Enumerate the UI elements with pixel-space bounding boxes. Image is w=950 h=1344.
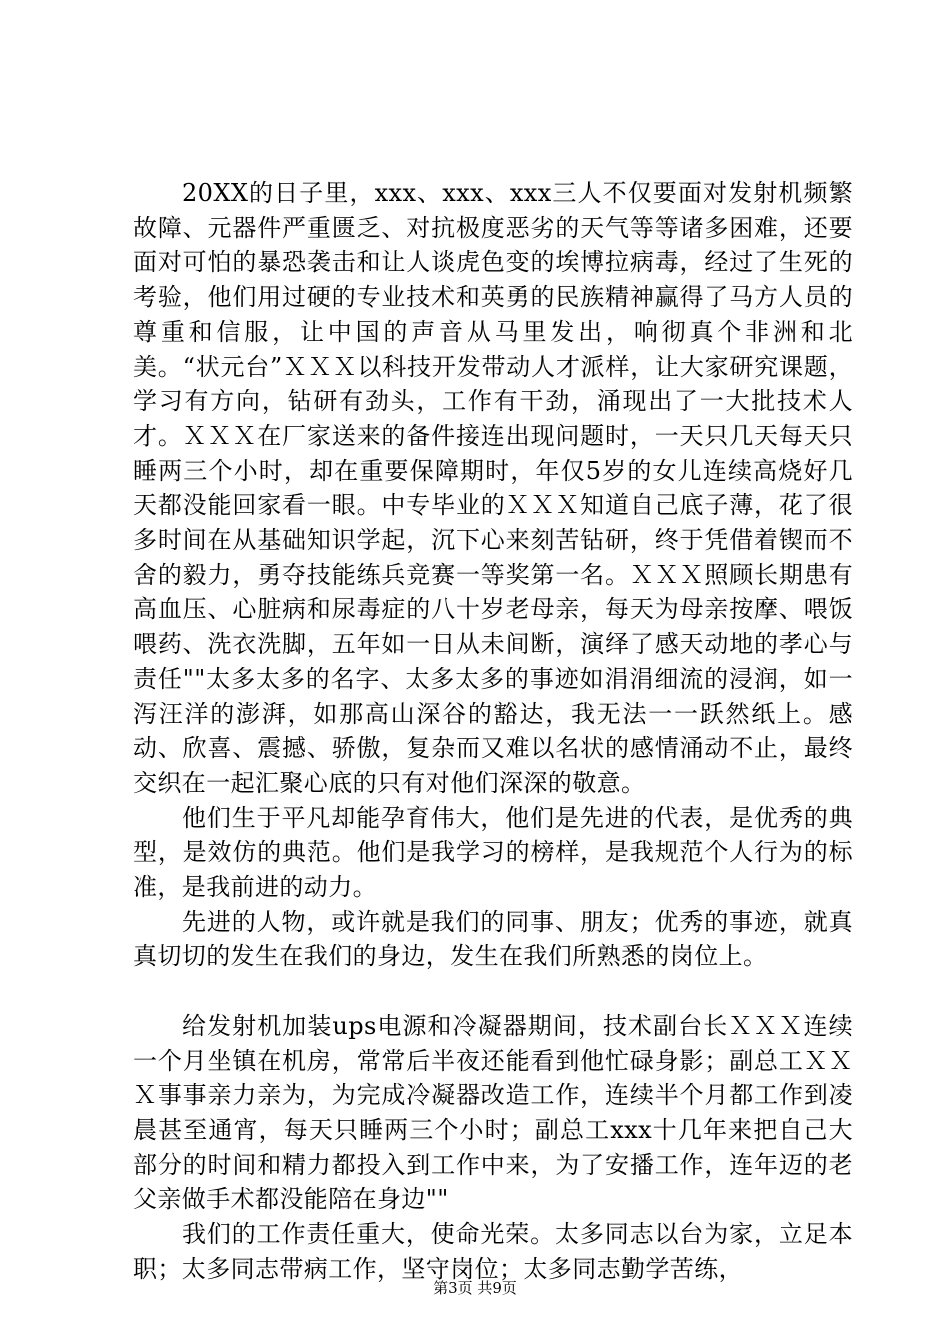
document-body: [133, 176, 853, 1286]
paragraph-1: 20XX的日子里，xxx、xxx、xxx三人不仅要面对发射机频繁故障、元器件严重匮乏、对抗极度恶劣的天气等等诸多困难，还要面对可怕的暴恐袭击和让人谈虎色变的埃博拉病毒，经过了生死的考验，他们用过硬的专业技术和英勇的民族精神赢得了马方人员的尊重和信服，让中国的声音从马里发出，响彻真个非洲和北美。“状元台”ＸＸＸ以科技开发带动人才派样，让大家研究课题，学习有方向，钻研有劲头，工作有干劲，涌现出了一大批技术人才。ＸＸＸ在厂家送来的备件接连出现问题时，一天只几天每天只睡两三个小时，却在重要保障期时，年仅5岁的女儿连续高烧好几天都没能回家看一眼。中专毕业的ＸＸＸ知道自己底子薄，花了很多时间在从基础知识学起，沉下心来刻苦钻研，终于凭借着锲而不舍的毅力，勇夺技能练兵竞赛一等奖第一名。ＸＸＸ照顾长期患有高血压、心脏病和尿毒症的八十岁老母亲，每天为母亲按摩、喂饭喂药、洗衣洗脚，五年如一日从未间断，演绎了感天动地的孝心与责任""太多太多的名字、太多太多的事迹如涓涓细流的浸润，如一泻汪洋的澎湃，如那高山深谷的豁达，我无法一一跃然纸上。感动、欣喜、震撼、骄傲，复杂而又难以名状的感情涌动不止，最终交织在一起汇聚心底的只有对他们深深的敬意。: [133, 179, 853, 797]
paragraph-4: 给发射机加装ups电源和冷凝器期间，技术副台长ＸＸＸ连续一个月坐镇在机房，常常后半夜还能看到他忙碌身影；副总工ＸＸＸ事事亲力亲为，为完成冷凝器改造工作，连续半个月都工作到凌晨甚至通宵，每天只睡两三个小时；副总工xxx十几年来把自己大部分的时间和精力都投入到工作中来，为了安播工作，连年迈的老父亲做手术都没能陪在身边"": [133, 1011, 853, 1214]
page-number-footer: 第3页 共9页: [433, 1279, 517, 1297]
paragraph-2: 他们生于平凡却能孕育伟大，他们是先进的代表，是优秀的典型，是效仿的典范。他们是我学习的榜样，是我规范个人行为的标准，是我前进的动力。: [133, 803, 853, 902]
paragraph-spacer: [133, 974, 853, 1009]
paragraph-3: 先进的人物，或许就是我们的同事、朋友；优秀的事迹，就真真切切的发生在我们的身边，发生在我们所熟悉的岗位上。: [133, 907, 853, 971]
paragraph-5: 我们的工作责任重大，使命光荣。太多同志以台为家，立足本职；太多同志带病工作，坚守岗位；太多同志勤学苦练，: [133, 1220, 853, 1283]
